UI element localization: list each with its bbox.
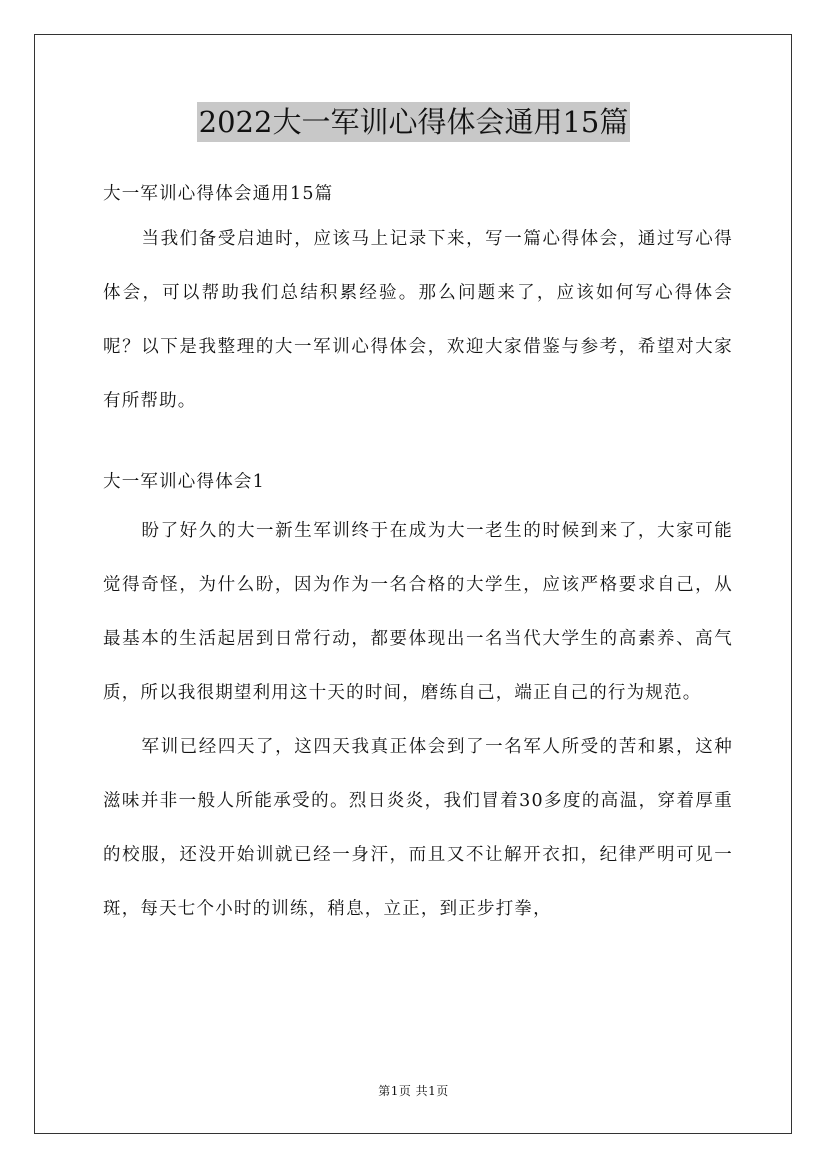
title-container: [0, 102, 827, 142]
body-paragraph-2: 军训已经四天了，这四天我真正体会到了一名军人所受的苦和累，这种滋味并非一般人所能承受的。烈日炎炎，我们冒着30多度的高温，穿着厚重的校服，还没开始训就已经一身汗，而且又不让解开衣扣，纪律严明可见一斑，每天七个小时的训练，稍息，立正，到正步打拳，: [103, 737, 733, 919]
document-subtitle: 大一军训心得体会通用15篇: [103, 184, 334, 204]
document-body: [103, 176, 733, 936]
intro-paragraph: 当我们备受启迪时，应该马上记录下来，写一篇心得体会，通过写心得体会，可以帮助我们总结积累经验。那么问题来了，应该如何写心得体会呢？以下是我整理的大一军训心得体会，欢迎大家借鉴与参考，希望对大家有所帮助。: [103, 229, 733, 411]
section-heading: 大一军训心得体会1: [103, 472, 265, 492]
page-footer: 第1页 共1页: [378, 1084, 449, 1098]
document-title: 2022大一军训心得体会通用15篇: [197, 102, 631, 142]
body-paragraph-1: 盼了好久的大一新生军训终于在成为大一老生的时候到来了，大家可能觉得奇怪，为什么盼，因为作为一名合格的大学生，应该严格要求自己，从最基本的生活起居到日常行动，都要体现出一名当代大学生的高素养、高气质，所以我很期望利用这十天的时间，磨练自己，端正自己的行为规范。: [103, 521, 733, 703]
